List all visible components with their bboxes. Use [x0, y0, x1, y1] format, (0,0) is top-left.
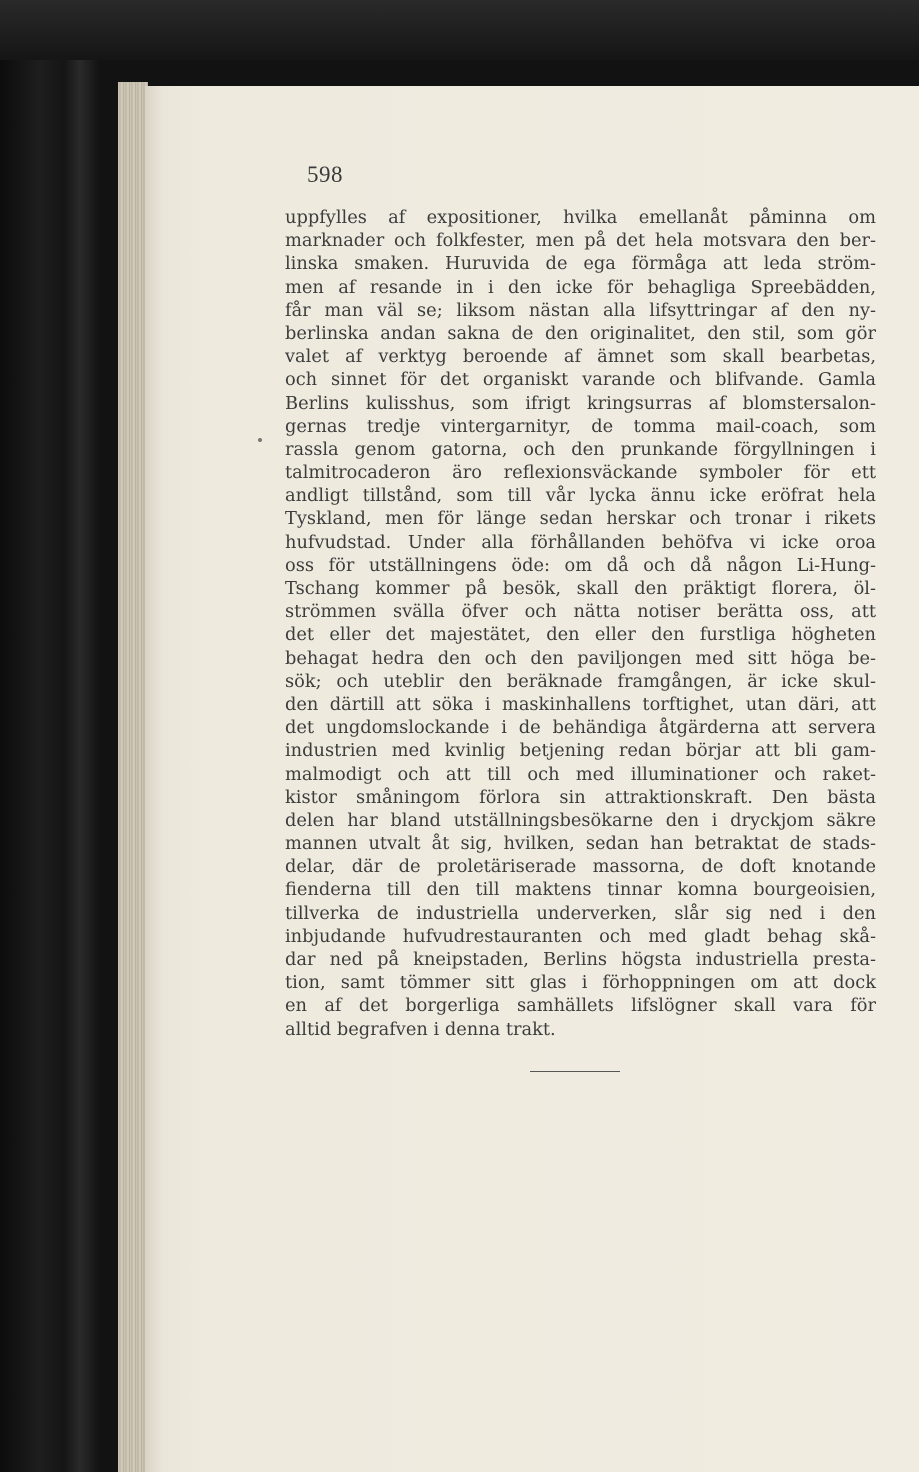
text-line: dar ned på kneipstaden, Berlins högsta industriella presta- [285, 949, 876, 970]
text-line: valet af verktyg beroende af ämnet som skall bearbetas, [285, 346, 876, 368]
text-line: tion, samt tömmer sitt glas i förhoppningen om att dock [285, 972, 876, 994]
text-line: Berlins kulisshus, som ifrigt kringsurras af blomstersalon- [285, 392, 876, 414]
text-line: inbjudande hufvudrestauranten och med gladt behag skå- [285, 925, 876, 947]
text-line: gernas tredje vintergarnityr, de tomma mail-coach, som [285, 415, 876, 437]
text-line: den därtill att söka i maskinhallens torftighet, utan däri, att [285, 693, 876, 715]
text-line: industrien med kvinlig betjening redan börjar att bli gam- [285, 740, 876, 762]
text-line: talmitrocaderon äro reflexionsväckande symboler för ett [285, 462, 876, 484]
text-line: det ungdomslockande i de behändiga åtgärderna att servera [285, 717, 876, 739]
text-line: Tschang kommer på besök, skall den präktigt florera, öl- [285, 578, 876, 599]
text-line: behagat hedra den och den paviljongen med sitt höga be- [285, 647, 876, 669]
body-text [285, 206, 876, 1041]
text-line: alltid begrafven i denna trakt. [285, 1018, 556, 1040]
text-line: och sinnet för det organiskt varande och blifvande. Gamla [285, 369, 876, 391]
text-line: en af det borgerliga samhällets lifslögner skall vara för [285, 995, 876, 1017]
text-line: mannen utvalt åt sig, hvilken, sedan han betraktat de stads- [285, 833, 876, 855]
scanner-background [0, 0, 919, 60]
text-line: strömmen svälla öfver och nätta notiser berätta oss, att [285, 601, 876, 623]
text-line: uppfylles af expositioner, hvilka emellanåt påminna om [285, 207, 876, 228]
text-line: oss för utställningens öde: om då och då någon Li-Hung- [285, 554, 876, 576]
page-edges [118, 82, 148, 1472]
text-line: linska smaken. Huruvida de ega förmåga att leda ström- [285, 253, 876, 275]
text-line: sök; och uteblir den beräknade framgången, är icke skul- [285, 670, 876, 692]
text-line: malmodigt och att till och med illuminationer och raket- [285, 763, 876, 785]
text-line: marknader och folkfester, men på det hela motsvara den ber- [285, 230, 876, 252]
text-line: andligt tillstånd, som till vår lycka ännu icke eröfrat hela [285, 485, 876, 507]
page-number: 598 [307, 162, 343, 187]
text-line: delen har bland utställningsbesökarne den i dryckjom säkre [285, 809, 876, 831]
text-line: men af resande in i den icke för behagliga Spreebädden, [285, 276, 876, 298]
text-line: det eller det majestätet, den eller den furstliga högheten [285, 624, 876, 646]
text-line: tillverka de industriella underverken, slår sig ned i den [285, 902, 876, 924]
text-line: får man väl se; liksom nästan alla lifsyttringar af den ny- [285, 299, 876, 321]
margin-dot [258, 438, 262, 442]
text-line: rassla genom gatorna, och den prunkande förgyllningen i [285, 438, 876, 460]
text-line: delar, där de proletäriserade massorna, de doft knotande [285, 856, 876, 878]
text-line: kistor småningom förlora sin attraktionskraft. Den bästa [285, 786, 876, 808]
text-line: hufvudstad. Under alla förhållanden behöfva vi icke oroa [285, 531, 876, 553]
text-line: Tyskland, men för länge sedan herskar och tronar i rikets [285, 508, 876, 530]
section-end-rule [530, 1071, 620, 1072]
text-line: berlinska andan sakna de den originalitet, den stil, som gör [285, 322, 876, 344]
text-line: fienderna till den till maktens tinnar komna bourgeoisien, [285, 879, 876, 901]
